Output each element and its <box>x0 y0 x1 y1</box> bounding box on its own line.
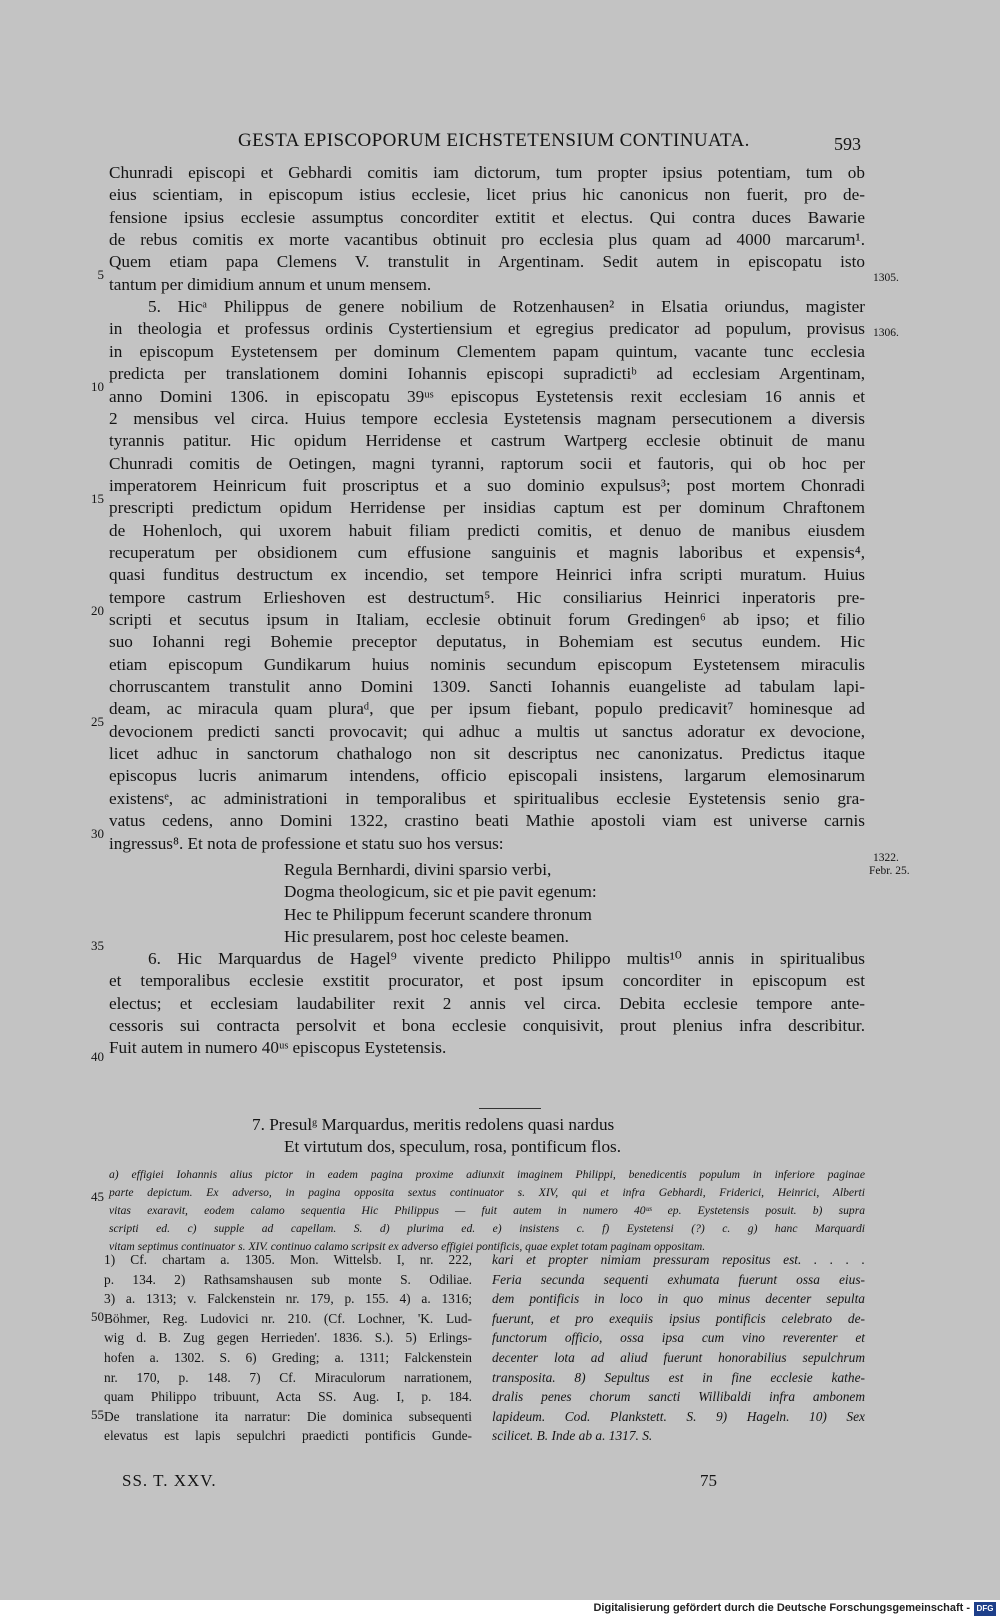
text-line: et temporalibus ecclesie exstitit procurator, et post ipsum concorditer in episcopum est <box>109 971 865 991</box>
text-line: tyrannis patitur. Hic opidum Herridense et castrum Wartperg ecclesie obtinuit de manu <box>109 431 865 451</box>
line-number: 40 <box>91 1049 104 1064</box>
critical-note-line: scripti ed. c) supple ad capellam. S. d) plurima ed. e) insistens c. f) Eystetensi (?) c. g) hanc Marquardi <box>109 1222 865 1235</box>
text-line: Chunradi episcopi et Gebhardi comitis iam dictorum, tum propter ipsius potentiam, tum ob <box>109 163 865 182</box>
footnote-line: elevatus est lapis sepulchri praedicti pontificis Gunde- <box>104 1428 472 1444</box>
verse-line: Regula Bernhardi, divini sparsio verbi, <box>284 860 552 879</box>
signature-mark: SS. T. XXV. <box>122 1471 217 1490</box>
verse-line: Hec te Philippum fecerunt scandere thronum <box>284 904 592 924</box>
text-line: scripti et secutus ipsum in Italiam, ecclesie obtinuit forum Gredingen⁶ ab ipso; et filio <box>109 610 865 629</box>
footnote-line: Feria secunda sequenti exhumata fuerunt ossa eius- <box>492 1271 865 1287</box>
dfg-logo: DFG <box>974 1602 996 1616</box>
footnote-line: Böhmer, Reg. Ludovici nr. 210. (Cf. Lochner, 'K. Lud- <box>104 1310 472 1326</box>
footer-credit: Digitalisierung gefördert durch die Deutsche Forschungsgemeinschaft - <box>593 1602 970 1614</box>
line-number: 5 <box>97 267 104 282</box>
text-line: ingressus⁸. Et nota de professione et statu suo hos versus: <box>109 833 504 853</box>
footnote-line: p. 134. 2) Rathsamshausen sub monte S. Odiliae. <box>104 1271 472 1287</box>
footnote-line: 3) a. 1313; v. Falckenstein nr. 179, p. 155. 4) a. 1316; <box>104 1291 472 1307</box>
footnote-line: 1) Cf. chartam a. 1305. Mon. Wittelsb. I, nr. 222, <box>104 1252 472 1267</box>
text-line: Fuit autem in numero 40ᵘˢ episcopus Eystetensis. <box>109 1038 447 1058</box>
footnote-line: De translatione ita narratur: Die dominica subsequenti <box>104 1408 472 1424</box>
text-line: deam, ac miracula quam pluraᵈ, que per ipsum fiebant, populo predicavit⁷ hominesque ad <box>109 699 865 719</box>
text-line: tantum per dimidium annum et unum mensem. <box>109 274 432 294</box>
text-line: existensᵉ, ac administrationi in temporalibus et spiritualibus ecclesie Eystetensis senio gra- <box>109 788 865 808</box>
footnote-line: quam Philippo tribuunt, Acta SS. Aug. I, p. 184. <box>104 1389 472 1405</box>
margin-date: Febr. 25. <box>869 865 910 877</box>
text-line: 6. Hic Marquardus de Hagel⁹ vivente predicto Philippo multis¹⁰ annis in spiritualibus <box>148 949 865 968</box>
separator-rule <box>479 1108 541 1109</box>
footnote-line: decenter lota ad aliud fuerunt honorabilius sepulchrum <box>492 1350 865 1365</box>
footnote-line: wig d. B. Zug gegen Herrieden'. 1836. S.). 5) Erlings- <box>104 1330 472 1346</box>
text-line: episcopus lucris animarum intendens, officio episcopali insistens, largarum elemosinarum <box>109 766 865 786</box>
margin-date: 1306. <box>873 327 899 339</box>
footnote-line: scilicet. B. Inde ab a. 1317. S. <box>492 1428 653 1444</box>
line-number: 45 <box>91 1189 104 1204</box>
text-line: Quem etiam papa Clemens V. transtulit in Argentinam. Sedit autem in episcopatu isto <box>109 252 865 272</box>
footnote-line: dem pontificis in loco in quo minus decenter sepulta <box>492 1291 865 1307</box>
footnote-line: hofen a. 1302. S. 6) Greding; a. 1311; Falckenstein <box>104 1350 472 1365</box>
footnote-line: dralis penes chorum sancti Willibaldi infra ambonem <box>492 1389 865 1405</box>
verse-line: Hic presularem, post hoc celeste beamen. <box>284 927 569 947</box>
margin-date: 1305. <box>873 272 899 284</box>
line-number: 25 <box>91 714 104 729</box>
text-line: 2 mensibus vel circa. Huius tempore ecclesia Eystetensis magnam persecutionem a diversis <box>109 408 865 428</box>
verse-line: Et virtutum dos, speculum, rosa, pontificum flos. <box>284 1137 622 1156</box>
text-line: eius scientiam, in episcopum istius ecclesie, licet prius hic canonicus non fuerit, pro de- <box>109 185 865 205</box>
footnote-line: fuerunt, et pro exequiis ipsius pontificis celebrato de- <box>492 1310 865 1326</box>
text-line: cessoris sui contracta persolvit et bona ecclesie conquisivit, prout plenius infra describitur. <box>109 1016 865 1036</box>
line-number: 30 <box>91 826 104 841</box>
footnote-line: kari et propter nimiam pressuram repositus est. . . . . <box>492 1252 865 1267</box>
text-line: recuperatum per obsidionem cum effusione sanguinis et magnis laboribus et expensis⁴, <box>109 542 865 562</box>
text-line: vatus cedens, anno Domini 1322, crastino beati Mathie apostoli viam est universe carnis <box>109 811 865 831</box>
critical-note-line: vitas exaravit, eodem calamo sequentia Hic Philippus — fuit autem in numero 40ᵘˢ ep. Eystetensis posuit. b) supra <box>109 1204 865 1217</box>
text-line: imperatorem Heinricum fuit proscriptus et a suo dominio expulsus³; post mortem Chonradi <box>109 475 865 495</box>
line-number: 10 <box>91 379 104 394</box>
text-line: licet adhuc in sanctorum chathalogo non sit descriptus nec canonizatus. Predictus itaque <box>109 744 865 764</box>
page-number: 593 <box>834 134 861 154</box>
sheet-number: 75 <box>700 1471 717 1490</box>
text-line: anno Domini 1306. in episcopatu 39ᵘˢ episcopus Eystetensis rexit ecclesiam 16 annis et <box>109 386 865 406</box>
verse-line: Dogma theologicum, sic et pie pavit egenum: <box>284 882 597 902</box>
critical-note-line: vitam septimus continuator s. XIV. continuo calamo scripsit ex adverso effigiei pontificis, quae explet totam paginam oppositam. <box>109 1240 706 1253</box>
text-line: de rebus comitis ex morte vacantibus obtinuit pro ecclesia plus quam ad 4000 marcarum¹. <box>109 230 865 250</box>
text-line: in theologia et professus ordinis Cystertiensium et egregius predicator ad populum, provisus <box>109 319 865 339</box>
critical-note-line: a) effigiei Iohannis alius pictor in eadem pagina proxime adiunxit imaginem Philippi, benedicentis populum in inferiore paginae <box>109 1168 865 1181</box>
text-line: electus; et ecclesiam laudabiliter rexit 2 annis vel circa. Debita ecclesie tempore ante- <box>109 993 865 1013</box>
text-line: in episcopum Eystetensem per dominum Clementem papam quintum, vacante tunc ecclesia <box>109 341 865 361</box>
line-number: 20 <box>91 603 104 618</box>
line-number: 15 <box>91 491 104 506</box>
footnote-line: transposita. 8) Sepultus est in fine ecclesie kathe- <box>492 1369 865 1385</box>
text-line: 5. Hicᵃ Philippus de genere nobilium de Rotzenhausen² in Elsatia oriundus, magister <box>148 297 865 317</box>
text-line: Chunradi comitis de Oetingen, magni tyranni, raptorum socii et fautoris, qui ob hoc per <box>109 453 865 473</box>
line-number: 55 <box>91 1407 104 1422</box>
footnote-line: functorum officio, ossa ipsa cum vino reverenter et <box>492 1330 865 1346</box>
running-title: GESTA EPISCOPORUM EICHSTETENSIUM CONTINUATA. <box>238 130 750 151</box>
text-line: prescripti predictum opidum Herridense per insidias captum est per dominum Chraftonem <box>109 498 865 518</box>
text-line: chorruscantem transtulit anno Domini 1309. Sancti Iohannis euangeliste ad tabulam lapi- <box>109 677 865 697</box>
text-line: fensione ipsius ecclesie assumptus concorditer extitit et electus. Qui contra duces Bawarie <box>109 207 865 227</box>
line-number: 50 <box>91 1309 104 1324</box>
text-line: tempore castrum Erlieshoven est destructum⁵. Hic consiliarius Heinrici inperatoris pre- <box>109 587 865 607</box>
line-number: 35 <box>91 938 104 953</box>
critical-note-line: parte depictum. Ex adverso, in pagina opposita sextus continuator s. XIV, qui et infra Gebhardi, Friderici, Heinrici, Alberti <box>109 1186 865 1199</box>
footer-bar <box>0 1600 1000 1619</box>
margin-date: 1322. <box>873 852 899 864</box>
text-line: devocionem predicti sancti provocavit; qui adhuc a multis ut sanctus adoratur ex devocione, <box>109 721 865 741</box>
text-line: predicta per translationem domini Iohannis episcopi supradictiᵇ ad ecclesiam Argentinam, <box>109 364 865 384</box>
text-line: de Hohenloch, qui uxorem habuit filiam predicti comitis, et denuo de manibus eiusdem <box>109 520 865 540</box>
text-line: suo Iohanni regi Bohemie preceptor deputatus, in Bohemiam est secutus eundem. Hic <box>109 632 865 652</box>
footnote-line: lapideum. Cod. Plankstett. S. 9) Hageln. 10) Sex <box>492 1408 865 1424</box>
verse-line: 7. Presulᵍ Marquardus, meritis redolens quasi nardus <box>252 1115 615 1134</box>
text-line: quasi funditus destructum ex incendio, set tempore Heinrici infra scripti muratum. Huius <box>109 565 865 585</box>
text-line: etiam episcopum Gundikarum huius nominis secundum episcopum Eystetensem miraculis <box>109 654 865 674</box>
footnote-line: nr. 170, p. 148. 7) Cf. Miraculorum narrationem, <box>104 1369 472 1385</box>
